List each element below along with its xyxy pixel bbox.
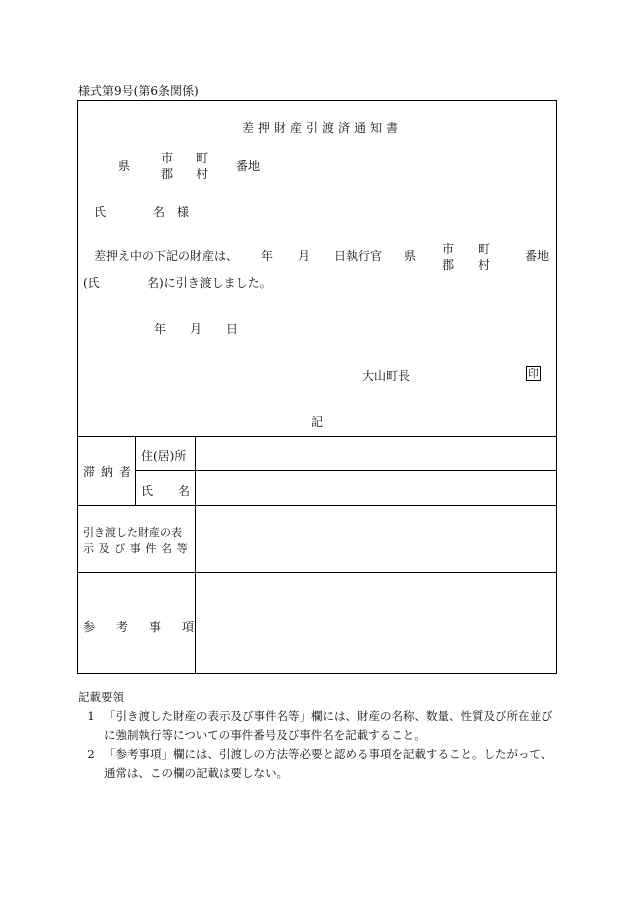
divider-address-name	[135, 470, 557, 471]
document-title: 差押財産引渡済通知書	[242, 121, 403, 135]
instruction-number: 1	[87, 709, 95, 723]
remarks-field-label: 参考事項	[83, 620, 216, 634]
notice-day-officer-label: 日執行官	[334, 249, 383, 263]
notice-form	[77, 100, 557, 674]
issuer-name: 大山町長	[362, 369, 411, 383]
delinquent-taxpayer-label: 滞納者	[83, 465, 138, 479]
issue-day-label: 日	[226, 322, 239, 336]
address-town-label: 町	[196, 151, 209, 165]
address-prefecture-label: 県	[118, 159, 131, 173]
address-lot-label: 番地	[236, 159, 261, 173]
officer-village-label: 村	[478, 258, 491, 272]
address-city-label: 市	[161, 151, 174, 165]
divider-delinquent-property	[77, 505, 557, 506]
recipient-name-honorific: 名 様	[153, 205, 190, 219]
property-field-label-line1: 引き渡した財産の表	[83, 526, 182, 539]
instruction-item	[78, 745, 558, 783]
ki-heading: 記	[311, 415, 324, 429]
notice-body-start: 差押え中の下記の財産は、	[94, 249, 239, 263]
entry-instructions	[78, 688, 558, 783]
divider-label-value	[195, 436, 196, 674]
issue-year-label: 年	[154, 322, 167, 336]
address-county-label: 郡	[161, 167, 174, 181]
officer-lot-label: 番地	[525, 249, 550, 263]
seal-mark: 印	[528, 367, 539, 380]
divider-header-table	[77, 436, 557, 437]
instruction-text: 「引き渡した財産の表示及び事件名等」欄には、財産の名称、数量、性質及び所在並びに強制執行等についての事件番号及び事件名を記載すること。	[104, 709, 553, 742]
recipient-surname-label: 氏	[94, 205, 107, 219]
name-field-label-surname: 氏	[141, 484, 154, 498]
officer-prefecture-label: 県	[404, 249, 417, 263]
address-village-label: 村	[196, 167, 209, 181]
handover-name-close: 名)に引き渡しました。	[147, 276, 272, 290]
property-field-label-line2: 示及び事件名等	[83, 542, 193, 555]
handover-name-open: (氏	[83, 276, 100, 290]
notice-year-label: 年	[261, 249, 274, 263]
form-reference: 様式第9号(第6条関係)	[78, 84, 199, 98]
officer-county-label: 郡	[442, 258, 455, 272]
instruction-item	[78, 707, 558, 745]
divider-property-remarks	[77, 572, 557, 573]
notice-month-label: 月	[298, 249, 311, 263]
address-field-label: 住(居)所	[141, 449, 187, 463]
instruction-number: 2	[87, 747, 95, 761]
officer-city-label: 市	[442, 242, 455, 256]
issue-month-label: 月	[190, 322, 203, 336]
instruction-text: 「参考事項」欄には、引渡しの方法等必要と認める事項を記載すること。したがって、通常は、この欄の記載は要しない。	[104, 747, 553, 780]
name-field-label-given: 名	[178, 484, 191, 498]
officer-town-label: 町	[478, 242, 491, 256]
entry-instructions-heading: 記載要領	[78, 690, 124, 704]
